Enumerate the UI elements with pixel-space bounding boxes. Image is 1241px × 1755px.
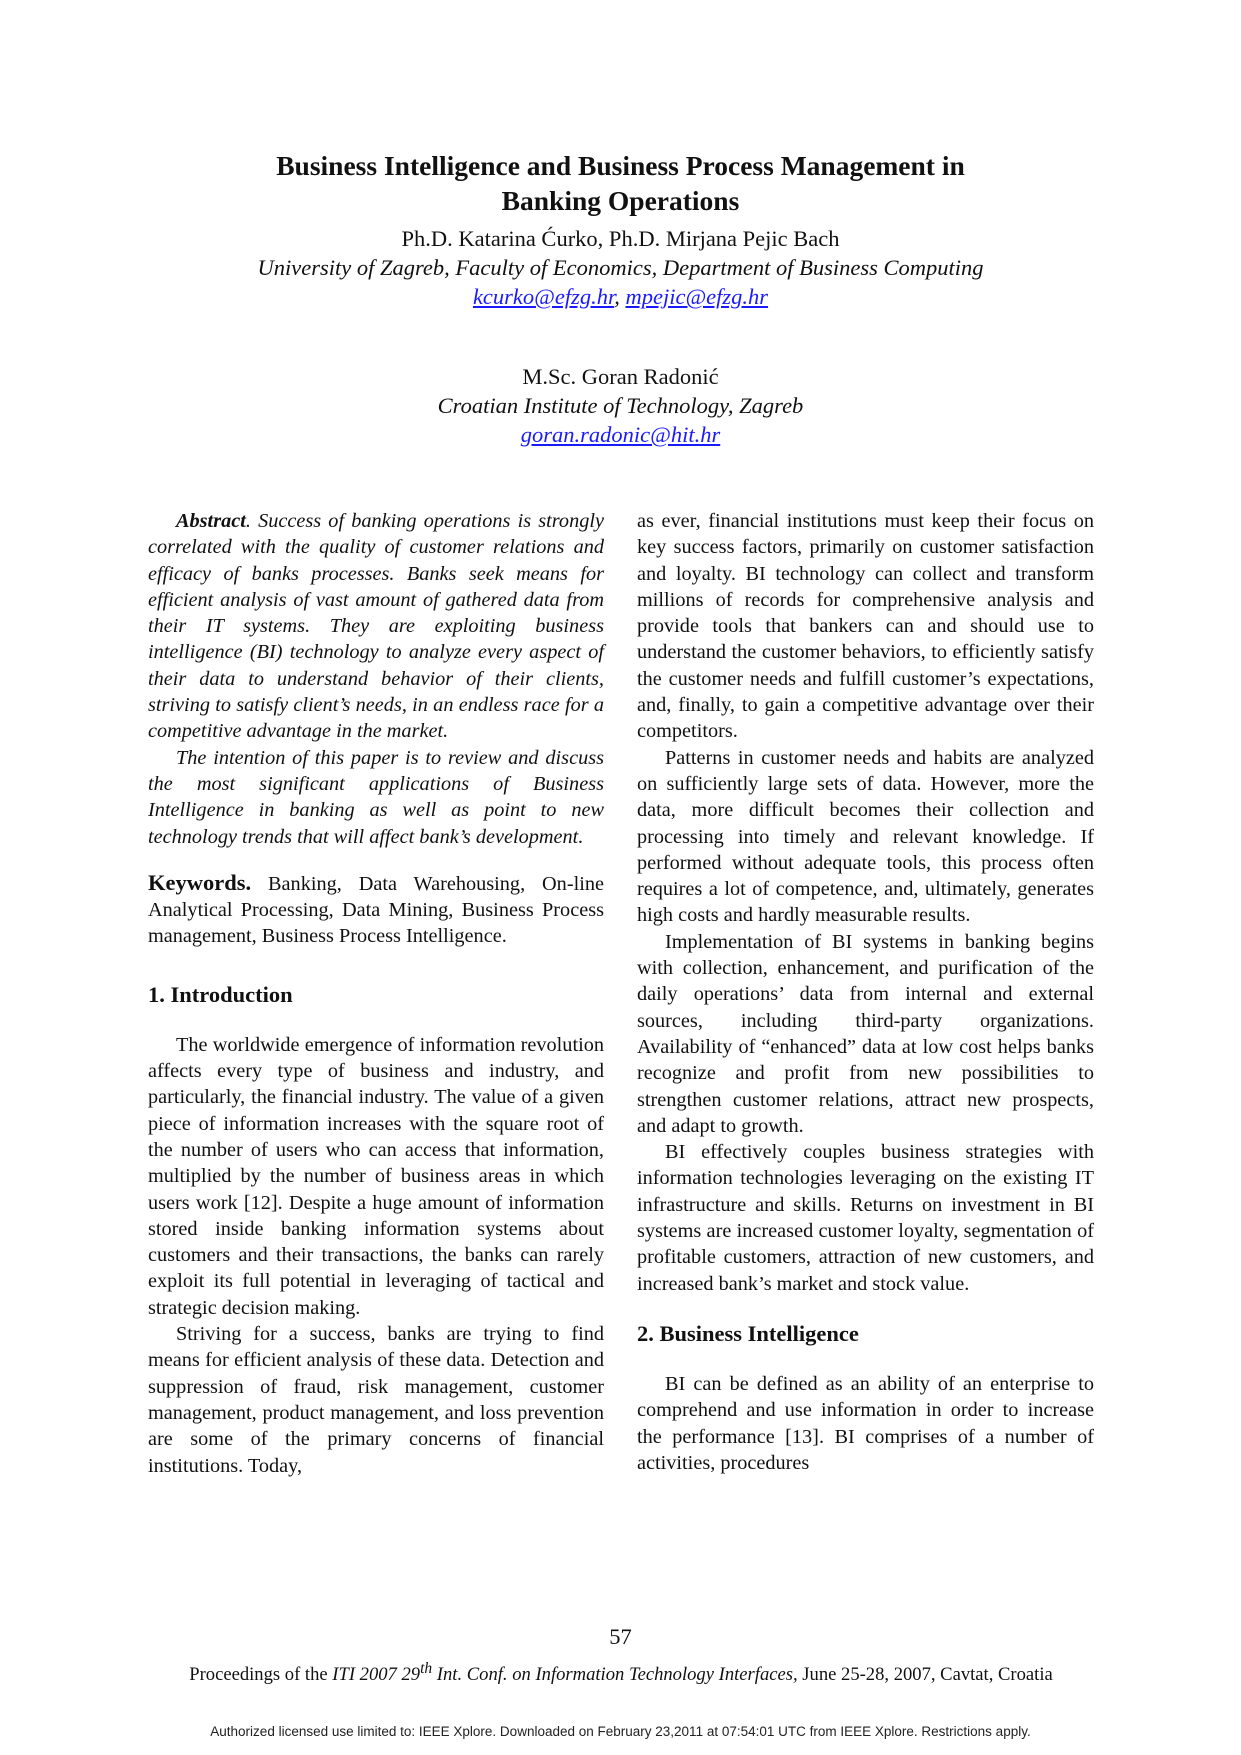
email-link-kcurko[interactable]: kcurko@efzg.hr xyxy=(472,284,615,309)
abstract-paragraph-2: The intention of this paper is to review and discuss the most significant applications of Business Intelligence in banking as well as point to new technology trends that will affect bank’s development. xyxy=(148,746,604,848)
right-paragraph-2: Patterns in customer needs and habits are analyzed on sufficiently large sets of data. However, more the data, more difficult becomes their collection and processing into timely and relevant knowledge. If performed without adequate tools, this process often requires a lot of competence, and, ultimately, generates high costs and hardly measurable results. xyxy=(637,746,1094,927)
abstract-text-1: . Success of banking operations is strongly correlated with the quality of customer relations and efficacy of banks processes. Banks seek means for efficient analysis of vast amount of gathered data from their IT systems. They are exploiting business intelligence (BI) technology to analyze every aspect of their data to understand behavior of their clients, striving to satisfy client’s needs, in an endless race for a competitive advantage in the market. xyxy=(148,510,604,743)
affiliation-1: University of Zagreb, Faculty of Economics, Department of Business Computing xyxy=(257,255,984,280)
paper-title xyxy=(0,148,1241,218)
license-notice: Authorized licensed use limited to: IEEE Xplore. Downloaded on February 23,2011 at 07:54:01 UTC from IEEE Xplore. Restrictions apply. xyxy=(210,1724,1031,1739)
right-paragraph-1: as ever, financial institutions must keep their focus on key success factors, primarily on customer satisfaction and loyalty. BI technology can collect and transform millions of records for comprehensive analysis and provide tools that bankers can and should use to understand the customer behaviors, to efficiently satisfy the customer needs and fulfill customer’s expectations, and, finally, to gain a competitive advantage over their competitors. xyxy=(637,510,1094,743)
footer-prefix: Proceedings of the xyxy=(189,1664,333,1686)
section-2-heading: 2. Business Intelligence xyxy=(637,1320,859,1346)
section-1-paragraph-2: Striving for a success, banks are trying to find means for efficient analysis of these data. Detection and suppression of fraud, risk management, customer management, product management, and loss prevention are some of the primary concerns of financial institutions. Today, xyxy=(148,1323,604,1477)
section-1-paragraph-1: The worldwide emergence of information revolution affects every type of business and industry, and particularly, the financial industry. The value of a given piece of information increases with the square root of the number of users who can access that information, multiplied by the number of business areas in which users work [12]. Despite a huge amount of information stored inside banking information systems about customers and their transactions, the banks can rarely exploit its full potential in leveraging of tactical and strategic decision making. xyxy=(148,1033,604,1319)
right-paragraph-3: Implementation of BI systems in banking begins with collection, enhancement, and purification of the daily operations’ data from internal and external sources, including third-party organizations. Availability of “enhanced” data at low cost helps banks recognize and profit from new possibilities to strengthen customer relations, attract new prospects, and adapt to growth. xyxy=(637,930,1094,1137)
keywords-lead: Keywords. xyxy=(148,869,252,895)
author-names-2: M.Sc. Goran Radonić xyxy=(522,364,719,389)
left-column xyxy=(148,508,604,1479)
email-link-radonic[interactable]: goran.radonic@hit.hr xyxy=(520,422,721,447)
email-link-mpejic[interactable]: mpejic@efzg.hr xyxy=(625,284,769,309)
email-separator: , xyxy=(614,284,626,309)
footer-sup: th xyxy=(420,1660,433,1677)
keywords-text: Banking, Data Warehousing, On-line Analytical Processing, Data Mining, Business Process management, Business Process Intelligence. xyxy=(148,872,604,948)
affiliation-2: Croatian Institute of Technology, Zagreb xyxy=(437,393,804,418)
section-1-heading: 1. Introduction xyxy=(148,981,293,1007)
right-column xyxy=(637,508,1094,1476)
proceedings-footer xyxy=(148,1660,1094,1686)
footer-conf-a: ITI 2007 29 xyxy=(332,1664,421,1686)
footer-suffix: June 25-28, 2007, Cavtat, Croatia xyxy=(797,1664,1053,1686)
author-block-1 xyxy=(0,224,1241,311)
section-2-paragraph-1: BI can be defined as an ability of an enterprise to comprehend and use information in order to increase the performance [13]. BI comprises of a number of activities, procedures xyxy=(637,1372,1094,1474)
paper-title-line-1: Business Intelligence and Business Process Management in xyxy=(276,150,965,181)
keywords-paragraph xyxy=(148,870,604,950)
abstract-lead: Abstract xyxy=(176,510,246,532)
author-names-1: Ph.D. Katarina Ćurko, Ph.D. Mirjana Pejic Bach xyxy=(401,226,840,251)
paper-title-line-2: Banking Operations xyxy=(501,185,740,216)
page-number: 57 xyxy=(609,1624,632,1649)
abstract-paragraph-1 xyxy=(148,508,604,745)
footer-conf-b: Int. Conf. on Information Technology Interfaces, xyxy=(432,1664,798,1686)
author-block-2 xyxy=(0,362,1241,449)
right-paragraph-4: BI effectively couples business strategies with information technologies leveraging on the existing IT infrastructure and skills. Returns on investment in BI systems are increased customer loyalty, segmentation of profitable customers, attraction of new customers, and increased bank’s market and stock value. xyxy=(637,1141,1094,1295)
